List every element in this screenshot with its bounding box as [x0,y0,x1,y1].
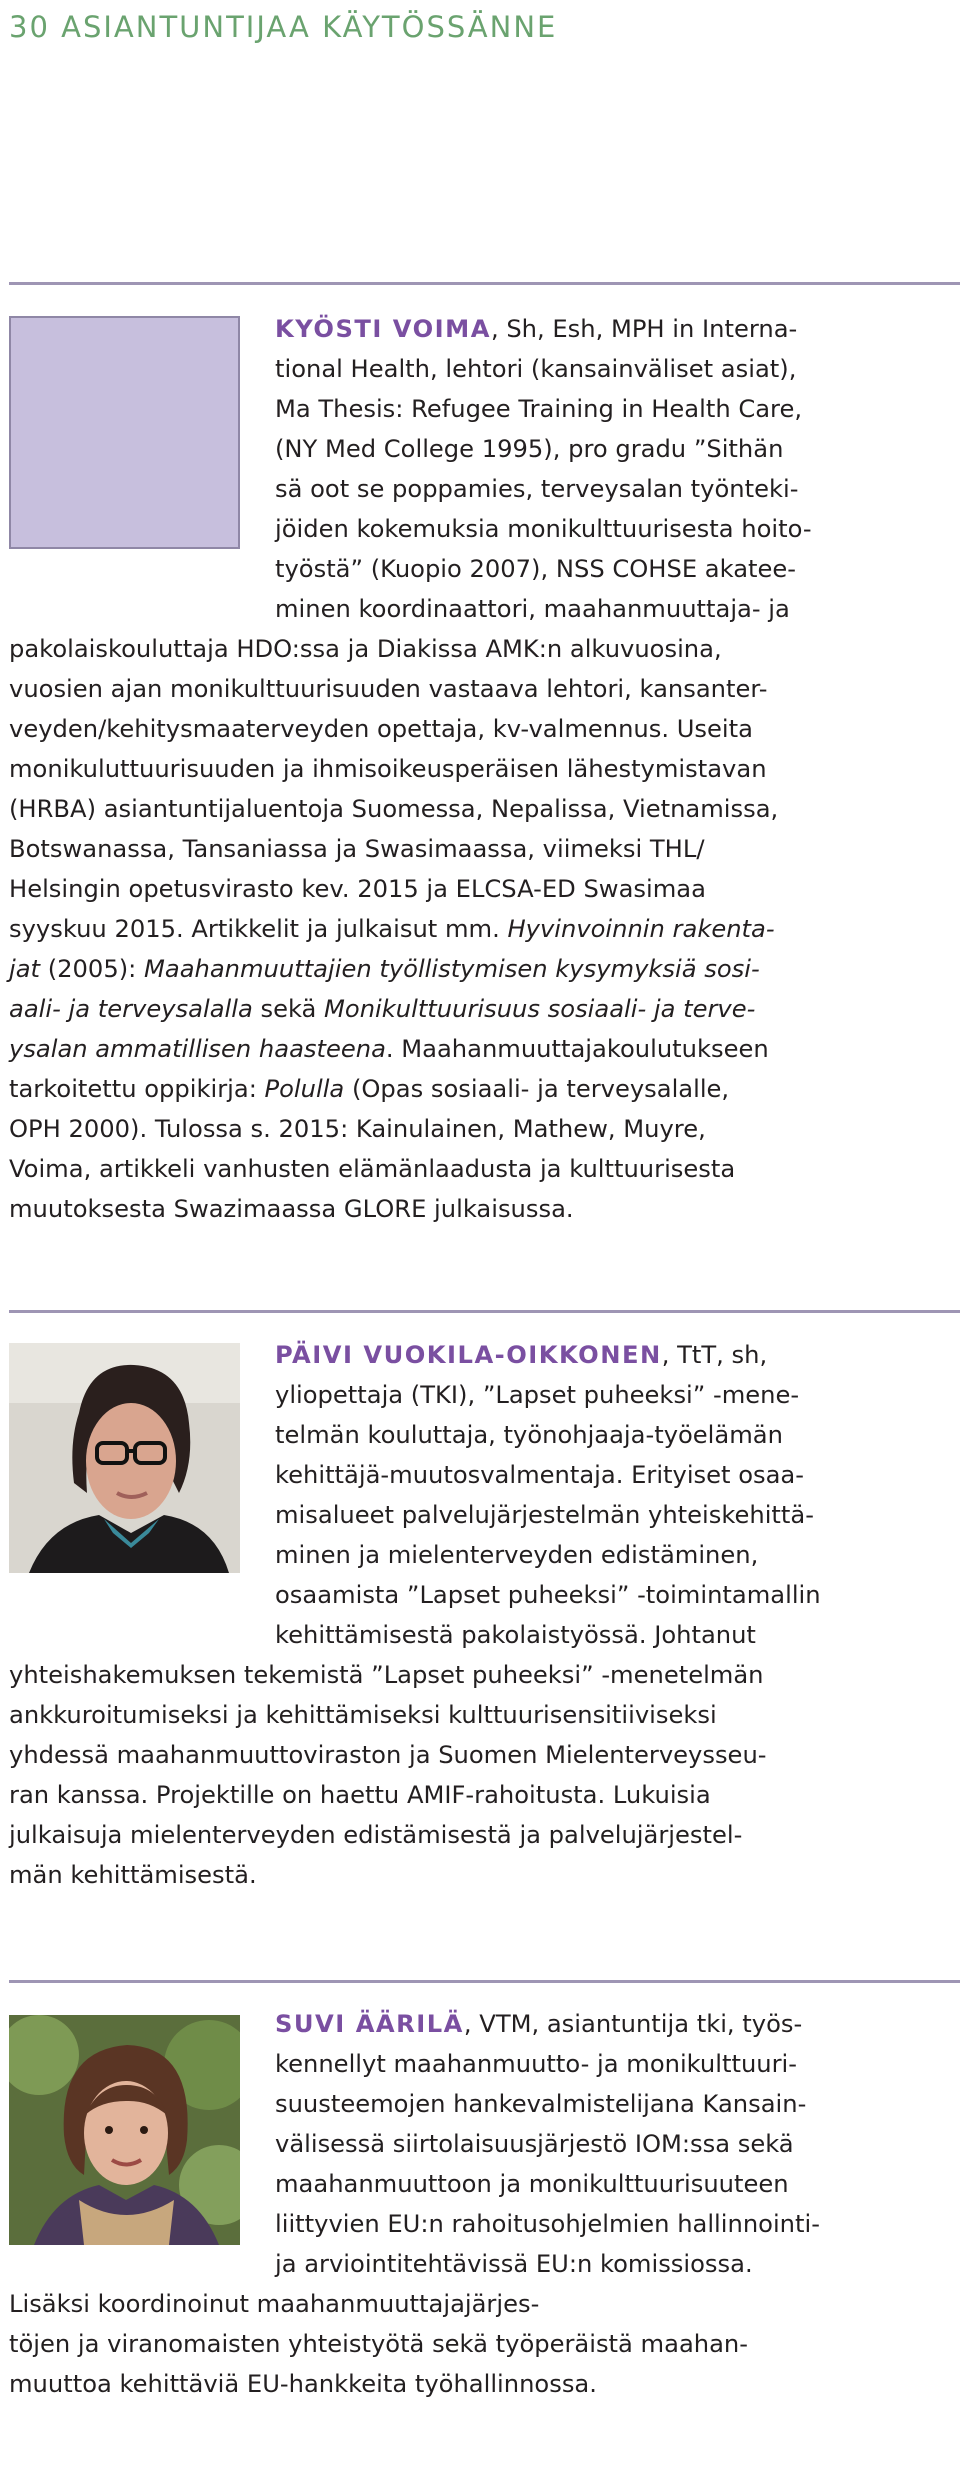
bio-line [9,2044,954,2084]
bio-line [9,309,954,349]
bio-line [9,629,954,669]
bio-line [9,509,954,549]
bio-text: suusteemojen hankevalmistelijana Kansain- [275,2090,807,2118]
bio-line [9,2004,954,2044]
bio-line [9,589,954,629]
bio-text: töjen ja viranomaisten yhteistyötä sekä työperäistä maahan- [9,2330,748,2358]
section-divider [9,1980,960,1983]
italic-title: jat [9,955,41,983]
section-divider [9,1310,960,1313]
bio-line [9,2284,954,2324]
bio-line [9,2244,954,2284]
section-divider [9,282,960,285]
bio-line [9,789,954,829]
page-header: 30 ASIANTUNTIJAA KÄYTÖSSÄNNE [9,10,558,44]
bio-text: , TtT, sh, [661,1341,768,1369]
bio-line [9,909,954,949]
bio-text: maahanmuuttoon ja monikulttuurisuuteen [275,2170,789,2198]
bio-text: liittyvien EU:n rahoitusohjelmien hallinnointi- [275,2210,820,2238]
bio-line [9,1535,954,1575]
bio-text: yhteishakemuksen tekemistä ”Lapset puheeksi” -menetelmän [9,1661,764,1689]
bio-line [9,1655,954,1695]
bio-text: syyskuu 2015. Artikkelit ja julkaisut mm. [9,915,508,943]
bio-text: monikuluttuurisuuden ja ihmisoikeusperäisen lähestymistavan [9,755,767,783]
bio-line [9,1375,954,1415]
bio-line [9,2164,954,2204]
italic-title: Monikulttuurisuus sosiaali- ja terve- [324,995,756,1023]
bio-text: sekä [252,995,325,1023]
bio-text: minen ja mielenterveyden edistäminen, [275,1541,759,1569]
bio-text: OPH 2000). Tulossa s. 2015: Kainulainen, Mathew, Muyre, [9,1115,706,1143]
bio-text: ja arviointitehtävissä EU:n komissiossa. [275,2250,753,2278]
bio-line [9,1069,954,1109]
bio-text: minen koordinaattori, maahanmuuttaja- ja [275,595,790,623]
bio-text: (HRBA) asiantuntijaluentoja Suomessa, Nepalissa, Vietnamissa, [9,795,779,823]
bio-line [9,949,954,989]
bio-text: telmän kouluttaja, työnohjaaja-työelämän [275,1421,783,1449]
bio-line [9,1615,954,1655]
bio-line [9,669,954,709]
bio-line [9,749,954,789]
expert-name: SUVI ÄÄRILÄ [275,2010,464,2038]
bio-line [9,1415,954,1455]
bio-text: ankkuroitumiseksi ja kehittämiseksi kulttuurisensitiiviseksi [9,1701,717,1729]
italic-title: Maahanmuuttajien työllistymisen kysymyksiä sosi- [144,955,760,983]
bio-line [9,349,954,389]
expert-bio [9,2004,954,2404]
bio-text: tarkoitettu oppikirja: [9,1075,265,1103]
bio-text: män kehittämisestä. [9,1861,257,1889]
bio-text: vuosien ajan monikulttuurisuuden vastaava lehtori, kansanter- [9,675,768,703]
bio-text: välisessä siirtolaisuusjärjestö IOM:ssa sekä [275,2130,794,2158]
bio-line [9,1695,954,1735]
bio-text: kehittämisestä pakolaistyössä. Johtanut [275,1621,756,1649]
bio-text: Lisäksi koordinoinut maahanmuuttajajärjes- [9,2290,540,2318]
bio-line [9,389,954,429]
bio-text: (Opas sosiaali- ja terveysalalle, [344,1075,730,1103]
bio-text: julkaisuja mielenterveyden edistämisestä ja palvelujärjestel- [9,1821,743,1849]
bio-line [9,1149,954,1189]
bio-text: Botswanassa, Tansaniassa ja Swasimaassa, viimeksi THL/ [9,835,705,863]
bio-text: , Sh, Esh, MPH in Interna- [490,315,798,343]
bio-text: yliopettaja (TKI), ”Lapset puheeksi” -mene- [275,1381,800,1409]
bio-text: , VTM, asiantuntija tki, työs- [463,2010,803,2038]
italic-title: ysalan ammatillisen haasteena [9,1035,386,1063]
expert-bio [9,1335,954,1895]
bio-text: ran kanssa. Projektille on haettu AMIF-rahoitusta. Lukuisia [9,1781,711,1809]
bio-line [9,2124,954,2164]
italic-title: aali- ja terveysalalla [9,995,253,1023]
bio-line [9,709,954,749]
bio-line [9,429,954,469]
bio-line [9,1029,954,1069]
bio-text: . Maahanmuuttajakoulutukseen [385,1035,769,1063]
bio-line [9,549,954,589]
expert-bio [9,309,954,1229]
expert-name: KYÖSTI VOIMA [275,315,491,343]
bio-line [9,2324,954,2364]
bio-text: kehittäjä-muutosvalmentaja. Erityiset osaa- [275,1461,804,1489]
bio-line [9,1815,954,1855]
bio-text: jöiden kokemuksia monikulttuurisesta hoito- [275,515,812,543]
bio-line [9,1455,954,1495]
bio-line [9,1575,954,1615]
bio-line [9,1495,954,1535]
bio-line [9,1855,954,1895]
bio-line [9,989,954,1029]
bio-text: työstä” (Kuopio 2007), NSS COHSE akatee- [275,555,796,583]
bio-line [9,2084,954,2124]
bio-text: muutoksesta Swazimaassa GLORE julkaisussa. [9,1195,574,1223]
bio-line [9,1735,954,1775]
bio-text: Ma Thesis: Refugee Training in Health Care, [275,395,803,423]
bio-line [9,1775,954,1815]
bio-line [9,1189,954,1229]
bio-line [9,869,954,909]
bio-line [9,1109,954,1149]
bio-text: (NY Med College 1995), pro gradu ”Sithän [275,435,784,463]
bio-line [9,2204,954,2244]
bio-text: Voima, artikkeli vanhusten elämänlaadusta ja kulttuurisesta [9,1155,736,1183]
bio-text: pakolaiskouluttaja HDO:ssa ja Diakissa AMK:n alkuvuosina, [9,635,722,663]
italic-title: Hyvinvoinnin rakenta- [507,915,775,943]
bio-text: (2005): [40,955,144,983]
italic-title: Polulla [264,1075,345,1103]
bio-line [9,469,954,509]
bio-text: kennellyt maahanmuutto- ja monikulttuuri- [275,2050,798,2078]
bio-text: misalueet palvelujärjestelmän yhteiskehittä- [275,1501,814,1529]
bio-line [9,2364,954,2404]
bio-text: veyden/kehitysmaaterveyden opettaja, kv-valmennus. Useita [9,715,753,743]
bio-text: sä oot se poppamies, terveysalan työnteki- [275,475,799,503]
bio-text: tional Health, lehtori (kansainväliset asiat), [275,355,797,383]
bio-line [9,829,954,869]
bio-text: Helsingin opetusvirasto kev. 2015 ja ELCSA-ED Swasimaa [9,875,706,903]
bio-text: yhdessä maahanmuuttoviraston ja Suomen Mielenterveysseu- [9,1741,767,1769]
bio-text: muuttoa kehittäviä EU-hankkeita työhallinnossa. [9,2370,597,2398]
bio-line [9,1335,954,1375]
expert-name: PÄIVI VUOKILA-OIKKONEN [275,1341,662,1369]
bio-text: osaamista ”Lapset puheeksi” -toimintamallin [275,1581,821,1609]
